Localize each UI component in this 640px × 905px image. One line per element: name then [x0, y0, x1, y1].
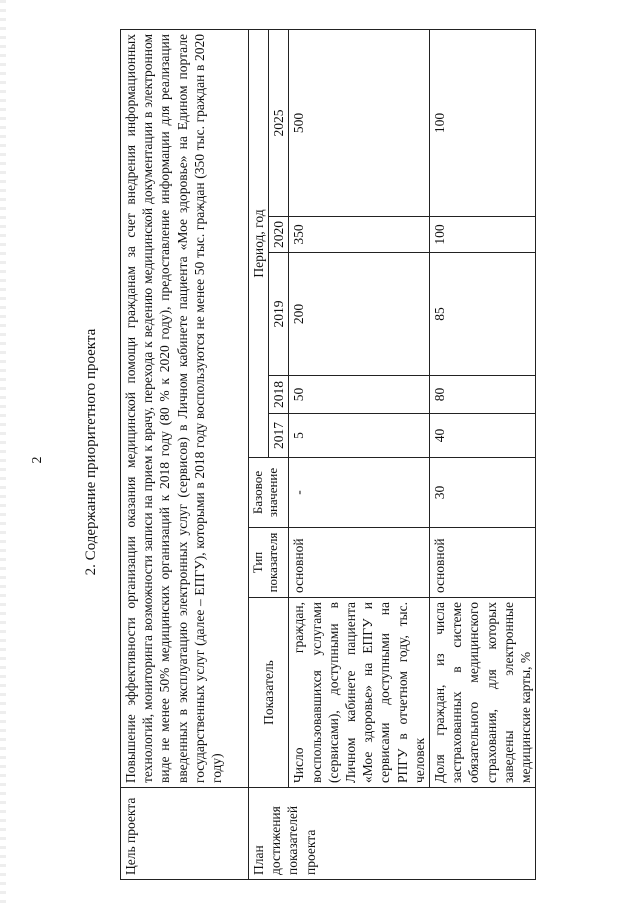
- header-base: Базовое значение: [249, 458, 289, 528]
- base-cell: 30: [430, 458, 536, 528]
- year-header: 2025: [269, 29, 289, 216]
- goal-label: Цель проекта: [121, 788, 249, 880]
- value-cell: 100: [430, 29, 536, 216]
- header-indicator: Показатель: [249, 598, 289, 788]
- plan-header-row: [249, 29, 269, 879]
- value-cell: 50: [289, 376, 430, 414]
- year-header: 2020: [269, 217, 289, 253]
- project-content-table: [120, 29, 536, 880]
- year-header: 2018: [269, 376, 289, 414]
- type-cell: основной: [289, 528, 430, 598]
- value-cell: 5: [289, 414, 430, 458]
- type-cell: основной: [430, 528, 536, 598]
- year-header: 2019: [269, 253, 289, 376]
- scan-edge: [0, 0, 6, 905]
- table-row: [430, 29, 536, 879]
- indicator-cell: Число граждан, воспользовавшихся услугами (сервисами), доступными в Личном кабинете пациента «Мое здоровье» на ЕПГУ и сервисами доступными на РПГУ в отчетном году, тыс. человек: [289, 598, 430, 788]
- value-cell: 500: [289, 29, 430, 216]
- base-cell: -: [289, 458, 430, 528]
- indicator-cell: Доля граждан, из числа застрахованных в системе обязательного медицинского страхования, для которых заведены электронные медицинские карты, %: [430, 598, 536, 788]
- value-cell: 40: [430, 414, 536, 458]
- value-cell: 350: [289, 217, 430, 253]
- goal-text: Повышение эффективности организации оказания медицинской помощи гражданам за счет внедрения информационных технологий, мониторинга возможности записи на прием к врачу, перехода к ведению медицинской документации в электронном виде не менее 50% медицинских организаций к 2018 году (80 % к 2020 году), предоставление информации для реализации введенных в эксплуатацию электронных услуг (сервисов) в Личном кабинете пациента «Мое здоровье» на Едином портале государственных услуг (далее – ЕПГУ), которыми в 2018 году воспользуются не менее 50 тыс. граждан (350 тыс. граждан в 2020 году): [121, 29, 249, 787]
- value-cell: 200: [289, 253, 430, 376]
- value-cell: 85: [430, 253, 536, 376]
- value-cell: 100: [430, 217, 536, 253]
- page-number: 2: [30, 456, 45, 464]
- plan-label: План достижения показателей проекта: [249, 788, 536, 880]
- section-heading: 2. Содержание приоритетного проекта: [83, 328, 99, 576]
- value-cell: 80: [430, 376, 536, 414]
- header-period: Период, год: [249, 29, 269, 457]
- header-type: Тип показателя: [249, 528, 289, 598]
- goal-row: [121, 29, 249, 879]
- year-header: 2017: [269, 414, 289, 458]
- project-table-rotated: [120, 30, 534, 880]
- table-row: [289, 29, 430, 879]
